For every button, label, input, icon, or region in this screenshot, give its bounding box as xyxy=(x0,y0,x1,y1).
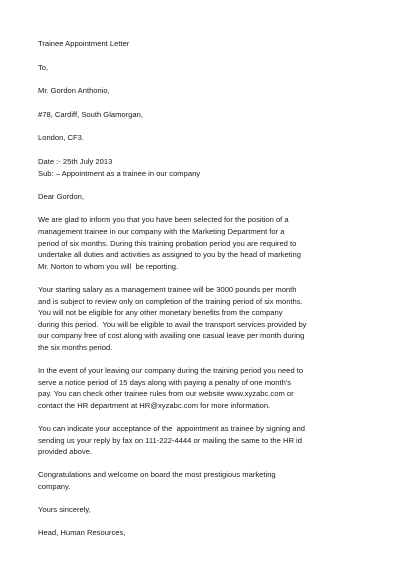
paragraph-line: our company free of cost along with availing one casual leave per month during xyxy=(38,331,305,341)
to-line: To, xyxy=(38,62,49,72)
paragraph-acceptance xyxy=(38,423,383,458)
paragraph-line: management trainee in our company with the Marketing Department for a xyxy=(38,226,285,236)
paragraph-line: You will not be eligible for any other monetary benefits from the company xyxy=(38,308,283,318)
paragraph-line: provided above. xyxy=(38,447,93,457)
paragraph-line: pay. You can check other trainee rules from our website www.xyzabc.com or xyxy=(38,389,294,399)
paragraph-line: Mr. Norton to whom you will be reporting. xyxy=(38,261,179,271)
paragraph-line: sending us your reply by fax on 111-222-4444 or mailing the same to the HR id xyxy=(38,435,302,445)
paragraph-line: undertake all duties and activities as assigned to you by the head of marketing xyxy=(38,250,301,260)
paragraph-salary xyxy=(38,284,383,354)
paragraph-selection xyxy=(38,214,383,272)
paragraph-congratulations xyxy=(38,469,383,492)
recipient-name: Mr. Gordon Anthonio, xyxy=(38,86,110,96)
paragraph-line: period of six months. During this training probation period you are required to xyxy=(38,238,297,248)
paragraph-line: during this period. You will be eligible to avail the transport services provided by xyxy=(38,319,307,329)
address-line-2: London, CF3. xyxy=(38,133,85,143)
signature: Head, Human Resources, xyxy=(38,528,126,538)
paragraph-line: We are glad to inform you that you have been selected for the position of a xyxy=(38,215,289,225)
closing: Yours sincerely, xyxy=(38,505,91,515)
paragraph-line: In the event of your leaving our company during the training period you need to xyxy=(38,366,304,376)
paragraph-line: company. xyxy=(38,482,71,491)
paragraph-line: You can indicate your acceptance of the appointment as trainee by signing and xyxy=(38,424,305,434)
salutation: Dear Gordon, xyxy=(38,192,85,202)
letter-date: Date :- 25th July 2013 xyxy=(38,156,113,166)
paragraph-line: and is subject to review only on completion of the training period of six months. xyxy=(38,296,303,306)
letter-subject: Sub: – Appointment as a trainee in our company xyxy=(38,168,201,178)
address-line-1: #78, Cardiff, South Glamorgan, xyxy=(38,109,143,119)
paragraph-line: Your starting salary as a management trainee will be 3000 pounds per month xyxy=(38,284,297,294)
paragraph-line: Congratulations and welcome on board the most prestigious marketing xyxy=(38,470,276,480)
paragraph-notice xyxy=(38,365,383,411)
letter-title: Trainee Appointment Letter xyxy=(38,39,130,48)
paragraph-line: serve a notice period of 15 days along with paying a penalty of one month's xyxy=(38,377,292,387)
paragraph-line: the six months period. xyxy=(38,342,113,352)
paragraph-line: contact the HR department at HR@xyzabc.com for more information. xyxy=(38,400,271,410)
